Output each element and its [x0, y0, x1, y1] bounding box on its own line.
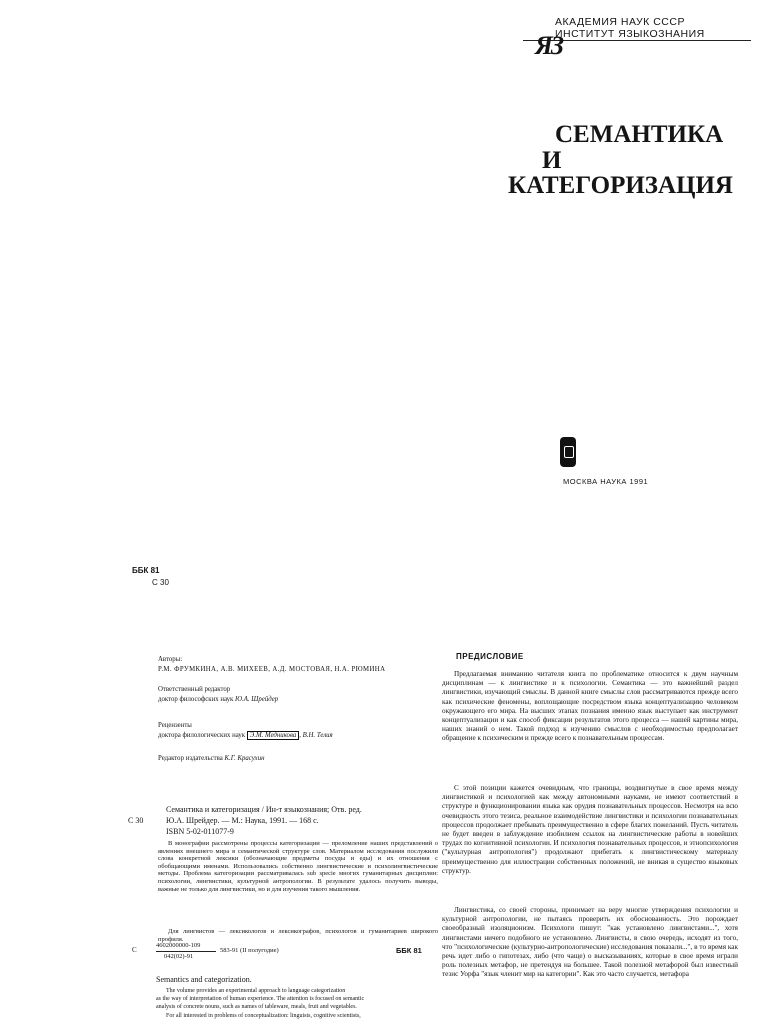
biblio-mark: С 30 — [128, 816, 144, 825]
audience-ru: Для лингвистов — лексикологов и лексикографов, психологов и гуманитариев широкого профиля. — [158, 928, 438, 943]
reviewers-title: доктора филологических наук — [158, 732, 246, 739]
code-c: С — [132, 946, 137, 954]
english-line1: The volume provides an experimental approach to language categorization — [166, 988, 346, 994]
code-num1: 4602000000-109 — [156, 942, 201, 949]
bbk-code: ББК 81 — [132, 566, 160, 575]
preface-paragraph-3: Лингвистика, со своей стороны, принимает на веру многие утверждения психологии и культурной антропологии, не пытаясь проверить их обоснованность. Это порождает своеобразный изоляционизм. Психологи пишут: "как установлено лингвистами...", хотя лингвистами ничего подобного не установлено. Лингвисты, в свою очередь, исходят из того, что "психологические (культурно-антропологические) исследования показали...", в то время как речь идет либо о гипотезах, либо (что чаще) о высказываниях, которые в свое время играли роль полезных метафор, не претендуя на большее. Такой полезной метафорой был известный тезис Уорфа "язык членит мир на категории". Как это часто случается, метафора — [442, 906, 738, 979]
english-line4: For all interested in problems of conceptualization: linguists, cognitive scientists, — [166, 1013, 361, 1019]
publisher-logo-icon — [560, 437, 576, 467]
editor-line — [158, 696, 278, 704]
biblio-line1: Семантика и категоризация / Ин-т языкознания; Отв. ред. — [166, 805, 362, 814]
institute-name: ИНСТИТУТ ЯЗЫКОЗНАНИЯ — [555, 28, 705, 40]
code-num3: 583-91 (II полугодие) — [220, 947, 279, 954]
bbk-code-2: ББК 81 — [396, 946, 422, 955]
biblio-line2: Ю.А. Шрейдер. — М.: Наука, 1991. — 168 с. — [166, 816, 319, 825]
reviewers-label: Рецензенты — [158, 722, 192, 729]
institute-logo: ЯЗ — [535, 31, 563, 60]
preface-paragraph-2: С этой позиции кажется очевидным, что границы, воздвигнутые в свое время между лингвистикой и психологией как между автономными науками, не имеют соответствий в структуре и функционировании языка как орудия познавательных процессов. Несмотря на всю очевидность этого тезиса, реальное взаимодействие лингвистики и психологии познавательных процессов продолжает пребывать преимущественно в сфере благих пожеланий. Пусть читатель не будет введен в заблуждение изобилием ссылок на лингвистические работы в новейших трудах по когнитивной психологии. И психология познавательных процессов, и этнопсихология ("культурная антропология") продолжают прибегать к лингвистическому материалу преимущественно для иллюстрации собственных положений, не вникая в существо языковых структур. — [442, 784, 738, 875]
publisher-editor-line — [158, 755, 264, 763]
isbn: ISBN 5-02-011077-9 — [166, 827, 234, 836]
english-line3: analysis of concrete nouns, such as names of tableware, meals, fruit and vegetables. — [156, 1004, 357, 1010]
institution-header — [555, 16, 705, 40]
reviewer-2: В.Н. Телия — [302, 732, 333, 739]
author-mark: С 30 — [152, 578, 169, 587]
preface-paragraph-1: Предлагаемая вниманию читателя книга по проблематике относится к двум научным дисциплинам — к лингвистике и к психологии. Семантика — это важнейший раздел лингвистики, изучающий смыслы. В данной книге смыслы слов рассматриваются прежде всего как психические феномены, воплощающие посредством языка концептуализацию человеком окружающего его мира. На высших этапах познания именно язык выступает как инструмент концептуализации и как способ фиксации результатов этого процесса — нашей картины мира, наших знаний о нем. Такой подход к изучению смыслов с необходимостью предполагает обращение к психическим и прежде всего к познавательным процессам. — [442, 670, 738, 743]
code-fraction-line — [156, 951, 216, 952]
book-title-line3: КАТЕГОРИЗАЦИЯ — [508, 172, 733, 199]
pub-editor-name: К.Г. Красухин — [224, 755, 265, 762]
english-line2: as the way of interpretation of human experience. The attention is focused on semantic — [156, 996, 365, 1002]
editor-name: Ю.А. Шрейдер — [235, 696, 279, 703]
preface-heading: ПРЕДИСЛОВИЕ — [456, 652, 524, 661]
code-num2: 042(02)-91 — [164, 953, 194, 960]
editor-title: доктор философских наук — [158, 696, 234, 703]
book-title-line1: СЕМАНТИКА — [555, 121, 724, 148]
editor-label: Ответственный редактор — [158, 686, 231, 693]
reviewer-1: Э.М. Медникова — [247, 731, 299, 740]
publisher-city-year: МОСКВА НАУКА 1991 — [563, 477, 649, 486]
academy-name: АКАДЕМИЯ НАУК СССР — [555, 16, 685, 28]
authors-label: Авторы: — [158, 656, 183, 663]
book-title-line2: И — [542, 147, 562, 174]
abstract-ru: В монографии рассмотрены процессы категоризации — преломление наших представлений о явлениях внешнего мира в семантической структуре слов. Материалом исследования послужили слова конкретной лексики (обозначающие предметы посуды и еды) и их отношения с обобщающими именами. Использовались собственно лингвистические и психолингвистические методы. Проблема категоризации рассматривалась sub specie многих гуманитарных дисциплин: психологии, лингвистики, культурной антропологии. В результате удалось получить выводы, важные не только для лингвистики, но и для изучения такого мышления. — [158, 840, 438, 893]
english-title: Semantics and categorization. — [156, 975, 252, 984]
authors-list: Р.М. ФРУМКИНА, А.В. МИХЕЕВ, А.Д. МОСТОВАЯ, Н.А. РЮМИНА — [158, 666, 386, 673]
reviewers-line: доктора филологических наук Э.М. Медникова , В.Н. Телия — [158, 732, 333, 739]
pub-editor-label: Редактор издательства — [158, 755, 223, 762]
